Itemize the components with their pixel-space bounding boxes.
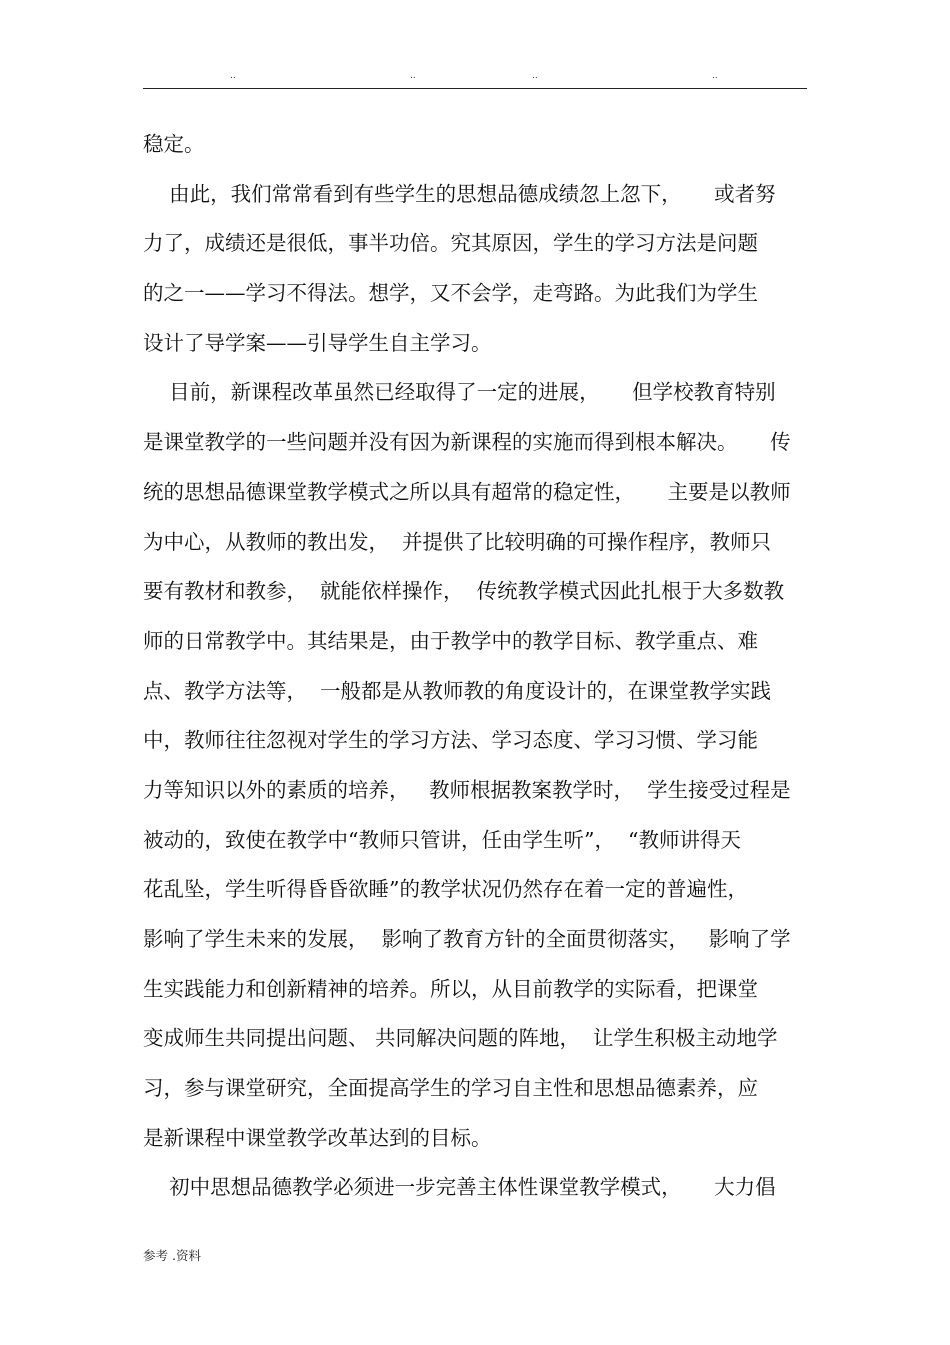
document-body [143, 120, 807, 1213]
text-line: 的之一——学习不得法。想学，又不会学，走弯路。为此我们为学生 [143, 281, 758, 306]
text-line: 生实践能力和创新精神的培养。所以，从目前教学的实际看，把课堂 [143, 976, 758, 1001]
text-line: 统的思想品德课堂教学模式之所以具有超常的稳定性， 主要是以教师 [143, 479, 791, 504]
header-mark: .. [230, 71, 236, 81]
header-mark: .. [532, 71, 538, 81]
header-mark: .. [410, 71, 416, 81]
text-line: 为中心，从教师的教出发， 并提供了比较明确的可操作程序，教师只 [143, 529, 772, 554]
text-line: 设计了导学案——引导学生自主学习。 [143, 330, 492, 355]
header-rule [143, 88, 807, 89]
footer-note: 参考 .资料 [143, 1248, 201, 1263]
header-marks [0, 70, 950, 84]
header-mark: .. [712, 71, 718, 81]
text-line: 目前，新课程改革虽然已经取得了一定的进展， 但学校教育特别 [143, 380, 776, 405]
text-line: 变成师生共同提出问题、 共同解决问题的阵地， 让学生积极主动地学 [143, 1026, 778, 1051]
text-line: 中，教师往往忽视对学生的学习方法、学习态度、学习习惯、学习能 [143, 728, 758, 753]
text-line: 点、教学方法等， 一般都是从教师教的角度设计的，在课堂教学实践 [143, 678, 772, 703]
text-line: 力了，成绩还是很低，事半功倍。究其原因，学生的学习方法是问题 [143, 231, 758, 256]
text-line: 稳定。 [143, 132, 205, 156]
text-line: 师的日常教学中。其结果是，由于教学中的教学目标、教学重点、难 [143, 628, 758, 653]
text-line: 是新课程中课堂教学改革达到的目标。 [143, 1125, 492, 1150]
text-line: 是课堂教学的一些问题并没有因为新课程的实施而得到根本解决。 传 [143, 430, 791, 455]
text-line: 被动的，致使在教学中“教师只管讲，任由学生听”， “教师讲得天 [143, 827, 741, 852]
text-line: 初中思想品德教学必须进一步完善主体性课堂教学模式， 大力倡 [143, 1175, 776, 1200]
text-line: 由此，我们常常看到有些学生的思想品德成绩忽上忽下， 或者努 [143, 181, 776, 206]
text-line: 花乱坠，学生听得昏昏欲睡”的教学状况仍然存在着一定的普遍性， [143, 877, 748, 902]
text-line: 力等知识以外的素质的培养， 教师根据教案教学时， 学生接受过程是 [143, 777, 791, 802]
text-line: 习，参与课堂研究，全面提高学生的学习自主性和思想品德素养，应 [143, 1076, 758, 1101]
text-line: 影响了学生未来的发展， 影响了教育方针的全面贯彻落实， 影响了学 [143, 927, 791, 951]
text-line: 要有教材和教参， 就能依样操作， 传统教学模式因此扎根于大多数教 [143, 579, 785, 604]
